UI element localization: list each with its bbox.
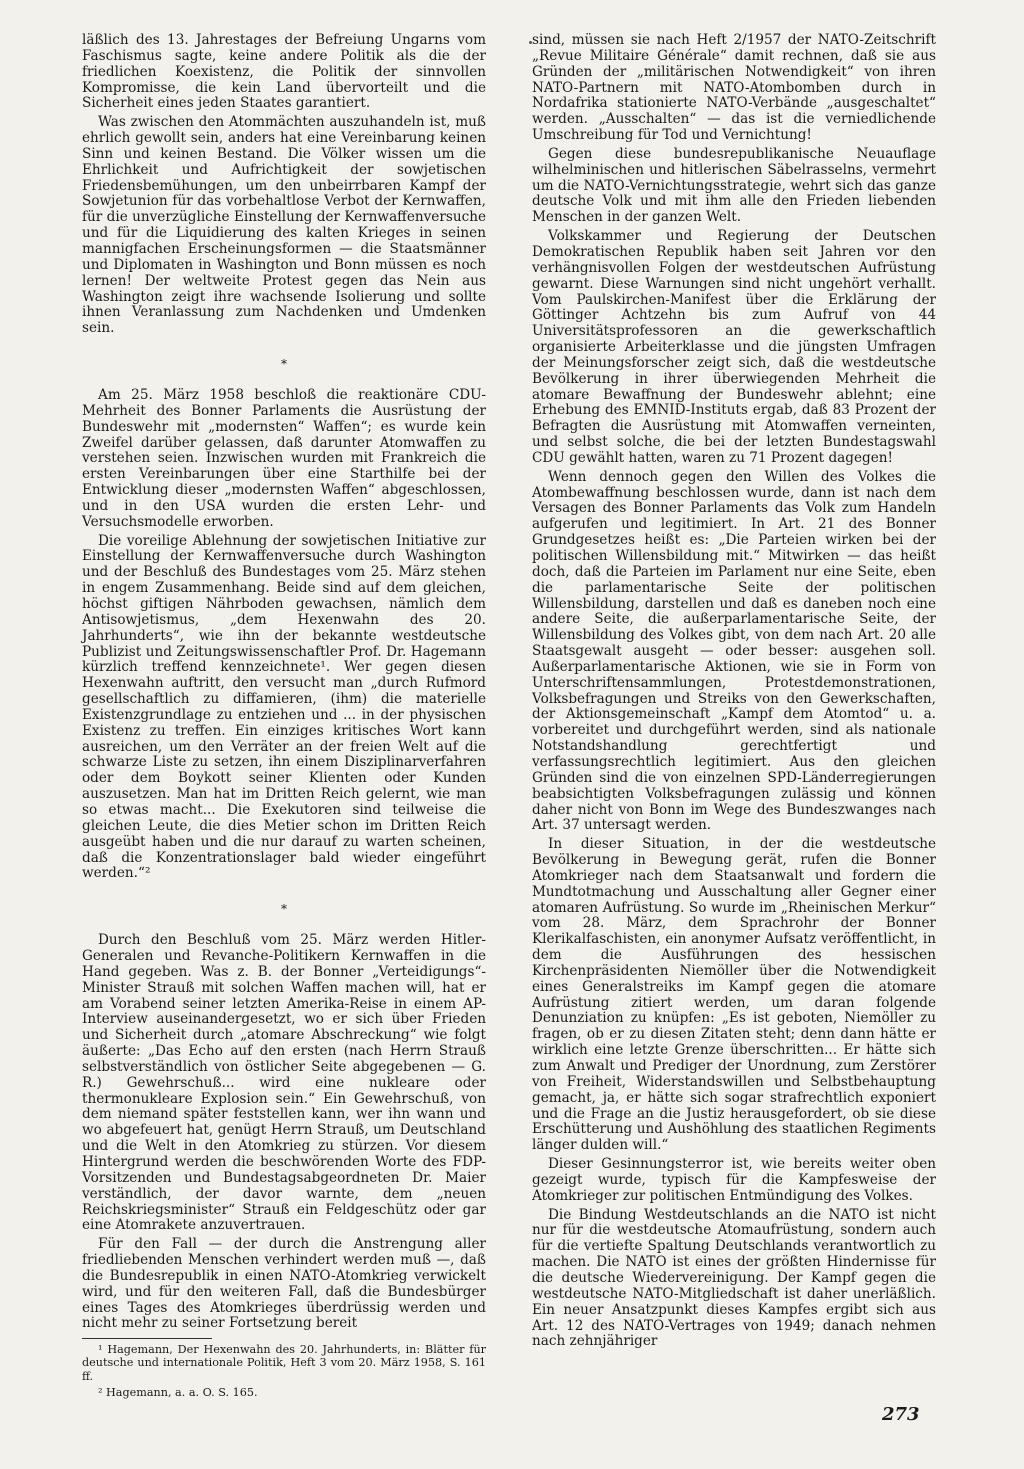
right-paragraph-4: Wenn dennoch gegen den Willen des Volkes die Atombewaffnung beschlossen wurde, dann ist nach dem Versagen des Bonner Parlaments das Volk zum Handeln aufgerufen und legitimiert. In Art. 21 des Bonner Grundgesetzes heißt es: „Die Parteien wirken bei der politischen Willensbildung mit.“ Mitwirken — das heißt doch, daß die Parteien im Parlament nur eine Seite, eben die parlamentarische Seite der politischen Willensbildung, darstellen und daß es daneben noch eine andere Seite, die außerparlamentarische Seite, der Willensbildung des Volkes gibt, von dem nach Art. 20 alle Staatsgewalt ausgeht — oder besser: ausgehen soll. Außerparlamentarische Aktionen, wie sie in Form von Unterschriftensammlungen, Protestdemonstrationen, Volksbefragungen und Streiks von den Gewerkschaften, der Aktionsgemeinschaft „Kampf dem Atomtod“ u. a. vorbereitet und durchgeführt werden, sind als nationale Notstandshandlung gerechtfertigt und verfassungsrechtlich legitimiert. Aus den gleichen Gründen sind die von einzelnen SPD-Länderregierungen beabsichtigten Volksbefragungen zulässig und können daher nicht von Bonn im Wege des Bundeszwanges nach Art. 37 untersagt werden. (532, 468, 936, 834)
right-paragraph-6: Dieser Gesinnungsterror ist, wie bereits weiter oben gezeigt wurde, typisch für die Kampfesweise der Atomkrieger zur politischen Entmündigung des Volkes. (532, 1156, 936, 1204)
right-paragraph-7: Die Bindung Westdeutschlands an die NATO ist nicht nur für die westdeutsche Atomaufrüstung, sondern auch für die vertiefte Spaltung Deutschlands verantwortlich zu machen. Die NATO ist eines der größten Hindernisse für die deutsche Wiedervereinigung. Der Kampf gegen die westdeutsche NATO-Mitgliedschaft ist daher unerläßlich. Ein neuer Ansatzpunkt dieses Kampfes ergibt sich aus Art. 12 des NATO-Vertrages von 1949; danach nehmen nach zehnjähriger (532, 1206, 936, 1350)
right-column (532, 33, 936, 1353)
left-paragraph-1: läßlich des 13. Jahrestages der Befreiung Ungarns vom Faschismus sagte, keine andere Politik als die der friedlichen Koexistenz, die Politik der sinnvollen Kompromisse, die kein Land übervorteilt und die Sicherheit eines jeden Staates garantiert. (82, 32, 486, 112)
right-paragraph-1: sind, müssen sie nach Heft 2/1957 der NATO-Zeitschrift „Revue Militaire Générale“ damit rechnen, daß sie aus Gründen der „militärischen Notwendigkeit“ von ihren NATO-Partnern mit NATO-Atombomben durch in Nordafrika stationierte NATO-Verbände „ausgeschaltet“ werden. „Ausschalten“ — das ist die verniedlichende Umschreibung für Tod und Vernichtung! (532, 32, 936, 144)
left-column (82, 33, 486, 1402)
left-paragraph-4: Die voreilige Ablehnung der sowjetischen Initiative zur Einstellung der Kernwaffenversuche durch Washington und der Beschluß des Bundestages vom 25. März stehen in engem Zusammenhang. Beide sind auf dem gleichen, höchst giftigen Nährboden gewachsen, nämlich dem Antisowjetismus, „dem Hexenwahn des 20. Jahrhunderts“, wie ihn der bekannte westdeutsche Publizist und Zeitungswissenschaftler Prof. Dr. Hagemann kürzlich treffend kennzeichnete¹. Wer gegen diesen Hexenwahn auftritt, den versucht man „durch Rufmord gesellschaftlich zu diffamieren, (ihm) die materielle Existenzgrundlage zu entziehen und ... in der physischen Existenz zu treffen. Ein einziges kritisches Wort kann ausreichen, um den Verräter an der freien Welt auf die schwarze Liste zu setzen, ihn einem Disziplinarverfahren oder dem Boykott seiner Klienten oder Kunden auszusetzen. Man hat im Dritten Reich gelernt, wie man so etwas macht... Die Exekutoren sind teilweise die gleichen Leute, die dies Metier schon im Dritten Reich ausgeübt haben und die nur darauf zu warten scheinen, daß die Konzentrationslager bald wieder eingeführt werden.“² (82, 532, 486, 882)
right-paragraph-2: Gegen diese bundesrepublikanische Neuauflage wilhelminischen und hitlerischen Säbelrasselns, vermehrt um die NATO-Vernichtungsstrategie, wehrt sich das ganze deutsche Volk und mit ihm alle den Frieden liebenden Menschen in der ganzen Welt. (532, 145, 936, 226)
footnote-2: ² Hagemann, a. a. O. S. 165. (98, 1385, 258, 1399)
right-paragraph-5: In dieser Situation, in der die westdeutsche Bevölkerung in Bewegung gerät, rufen die Bonner Atomkrieger nach dem Staatsanwalt und fordern die Mundtotmachung und Ausschaltung aller Gegner einer atomaren Aufrüstung. So wurde im „Rheinischen Merkur“ vom 28. März, dem Sprachrohr der Bonner Klerikalfaschisten, ein anonymer Aufsatz veröffentlicht, in dem die Ausführungen des hessischen Kirchenpräsidenten Niemöller über die Notwendigkeit eines Generalstreiks im Kampf gegen die atomare Aufrüstung zitiert werden, um daran folgende Denunziation zu knüpfen: „Es ist geboten, Niemöller zu fragen, ob er zu diesen Zitaten steht; denn dann hätte er wirklich eine letzte Grenze überschritten... Er hätte sich zum Anwalt und Prediger der Unordnung, zum Zerstörer von Freiheit, Widerstandswillen und Selbstbehauptung gemacht, ja, er hätte sich sogar strafrechtlich exponiert und die Frage an die Justiz herausgefordert, ob sie diese Erschütterung und Aushöhlung des staatlichen Regiments länger dulden will.“ (532, 836, 936, 1154)
left-paragraph-6: Für den Fall — der durch die Anstrengung aller friedliebenden Menschen verhindert werden muß —, daß die Bundesrepublik in einen NATO-Atomkrieg verwickelt wird, und für den weiteren Fall, daß die Bundesbürger eines Tages des Atomkrieges überdrüssig werden und nicht mehr zu seiner Fortsetzung bereit (82, 1236, 486, 1332)
footnote-rule (82, 1338, 212, 1339)
footnote-1: ¹ Hagemann, Der Hexenwahn des 20. Jahrhunderts, in: Blätter für deutsche und internationale Politik, Heft 3 vom 20. März 1958, S. 161 ff. (82, 1343, 486, 1383)
left-paragraph-2: Was zwischen den Atommächten auszuhandeln ist, muß ehrlich gewollt sein, anders hat eine Vereinbarung keinen Sinn und keinen Bestand. Die Völker wissen um die Ehrlichkeit und Aufrichtigkeit der sowjetischen Friedensbemühungen, um den unbeirrbaren Kampf der Sowjetunion für das vorbehaltlose Verbot der Kernwaffen, für die unverzügliche Einstellung der Kernwaffenversuche und für die Liquidierung des kalten Krieges in seinen mannigfachen Erscheinungsformen — die Staatsmänner und Diplomaten in Washington und Bonn müssen es noch lernen! Der weltweite Protest gegen das Nein aus Washington zeigt ihre wachsende Isolierung und sollte ihnen Veranlassung zum Nachdenken und Umdenken sein. (82, 114, 486, 337)
right-paragraph-3: Volkskammer und Regierung der Deutschen Demokratischen Republik haben seit Jahren vor den verhängnisvollen Folgen der westdeutschen Aufrüstung gewarnt. Diese Warnungen sind nicht ungehört verhallt. Vom Paulskirchen-Manifest über die Erklärung der Göttinger Achtzehn bis zum Aufruf von 44 Universitätsprofessoren an die gewerkschaftlich organisierte Arbeiterklasse und die jüngsten Umfragen der Meinungsforscher zeigt sich, daß die westdeutsche Bevölkerung in ihrer überwiegenden Mehrheit die atomare Bewaffnung der Bundeswehr ablehnt; eine Erhebung des EMNID-Instituts ergab, daß 83 Prozent der Befragten die Ausrüstung mit Atomwaffen verneinten, und selbst solche, die bei der letzten Bundestagswahl CDU gewählt hatten, waren zu 71 Prozent dagegen! (532, 228, 936, 466)
page-number: 273 (882, 1404, 920, 1425)
left-paragraph-5: Durch den Beschluß vom 25. März werden Hitler-Generalen und Revanche-Politikern Kernwaffen in die Hand gegeben. Was z. B. der Bonner „Verteidigungs“-Minister Strauß mit solchen Waffen machen will, hat er am Vorabend seiner letzten Amerika-Reise in einem AP-Interview auseinandergesetzt, wo er sich über Frieden und Sicherheit durch „atomare Abschreckung“ wie folgt äußerte: „Das Echo auf den ersten (nach Herrn Strauß selbstverständlich von östlicher Seite abgegebenen — G. R.) Gewehrschuß... wird eine nukleare oder thermonukleare Explosion sein.“ Ein Gewehrschuß, von dem niemand später feststellen kann, wer ihn wann und wo abgefeuert hat, genügt Herrn Strauß, um Deutschland und die Welt in den Atomkrieg zu stürzen. Vor diesem Hintergrund werden die beschwörenden Worte des FDP-Vorsitzenden und Bundestagsabgeordneten Dr. Maier verständlich, der davor warnte, dem „neuen Reichskriegsminister“ Strauß ein Feldgeschütz oder gar eine Atomrakete anzuvertrauen. (82, 932, 486, 1234)
section-separator-2: * (281, 902, 287, 917)
left-paragraph-3: Am 25. März 1958 beschloß die reaktionäre CDU-Mehrheit des Bonner Parlaments die Ausrüstung der Bundeswehr mit „modernsten“ Waffen“; es wurde kein Zweifel darüber gelassen, daß darunter Atomwaffen zu verstehen seien. Inzwischen wurden mit Frankreich die ersten Vereinbarungen über eine Starthilfe bei der Entwicklung dieser „modernsten Waffen“ abgeschlossen, und in den USA wurden die ersten Lehr- und Versuchsmodelle erworben. (82, 387, 486, 530)
section-separator-1: * (281, 357, 287, 372)
